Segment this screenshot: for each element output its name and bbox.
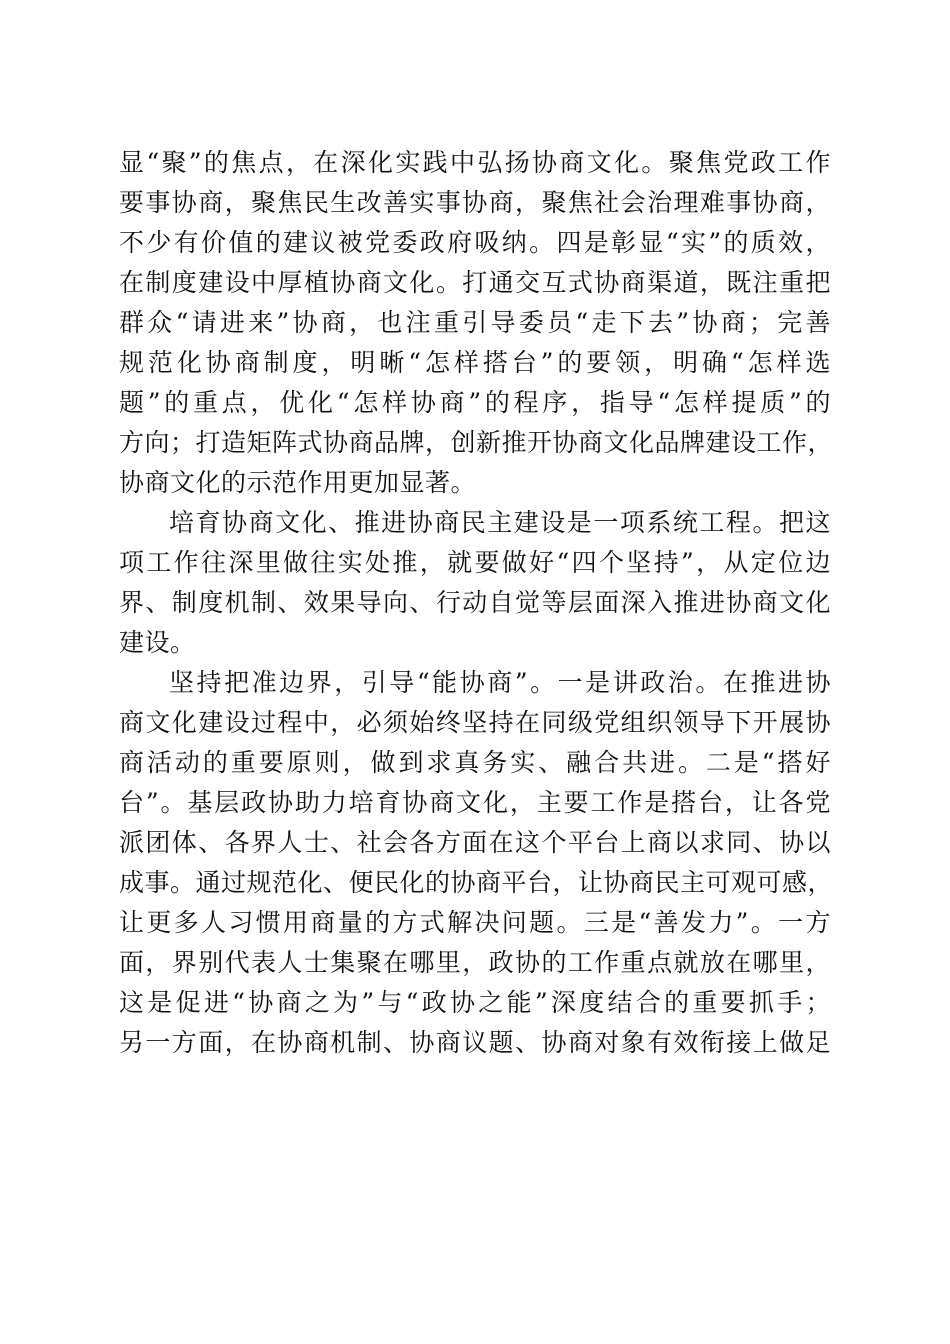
paragraph-first-line: 坚持把准边界，引导“能协商”。一是讲政治。在推进协	[169, 668, 831, 697]
text-line: 成事。通过规范化、便民化的协商平台，让协商民主可观可感，	[119, 868, 834, 897]
text-line: 要事协商，聚焦民生改善实事协商，聚焦社会治理难事协商，	[119, 188, 831, 217]
text-line: 规范化协商制度，明晰“怎样搭台”的要领，明确“怎样选	[119, 348, 831, 377]
text-line: 商文化建设过程中，必须始终坚持在同级党组织领导下开展协	[119, 708, 831, 737]
body-text	[119, 143, 834, 1063]
text-line: 显“聚”的焦点，在深化实践中弘扬协商文化。聚焦党政工作	[119, 148, 831, 177]
text-line: 不少有价值的建议被党委政府吸纳。四是彰显“实”的质效，	[119, 228, 831, 257]
text-line: 题”的重点，优化“怎样协商”的程序，指导“怎样提质”的	[119, 388, 831, 417]
text-line: 让更多人习惯用商量的方式解决问题。三是“善发力”。一方	[119, 908, 831, 937]
paragraph-first-line: 培育协商文化、推进协商民主建设是一项系统工程。把这	[169, 508, 831, 537]
text-line: 界、制度机制、效果导向、行动自觉等层面深入推进协商文化	[119, 588, 831, 617]
text-line: 协商文化的示范作用更加显著。	[119, 468, 477, 497]
text-line: 在制度建设中厚植协商文化。打通交互式协商渠道，既注重把	[119, 268, 831, 297]
text-line: 项工作往深里做往实处推，就要做好“四个坚持”，从定位边	[119, 548, 831, 577]
text-line: 另一方面，在协商机制、协商议题、协商对象有效衔接上做足	[119, 1028, 831, 1057]
text-line: 派团体、各界人士、社会各方面在这个平台上商以求同、协以	[119, 828, 831, 857]
text-line: 台”。基层政协助力培育协商文化，主要工作是搭台，让各党	[119, 788, 831, 817]
text-line: 群众“请进来”协商，也注重引导委员“走下去”协商；完善	[119, 308, 831, 337]
text-line: 方向；打造矩阵式协商品牌，创新推开协商文化品牌建设工作，	[119, 428, 834, 457]
text-line: 建设。	[119, 628, 196, 657]
text-line: 面，界别代表人士集聚在哪里，政协的工作重点就放在哪里，	[119, 948, 831, 977]
text-line: 商活动的重要原则，做到求真务实、融合共进。二是“搭好	[119, 748, 831, 777]
text-line: 这是促进“协商之为”与“政协之能”深度结合的重要抓手；	[119, 988, 831, 1017]
